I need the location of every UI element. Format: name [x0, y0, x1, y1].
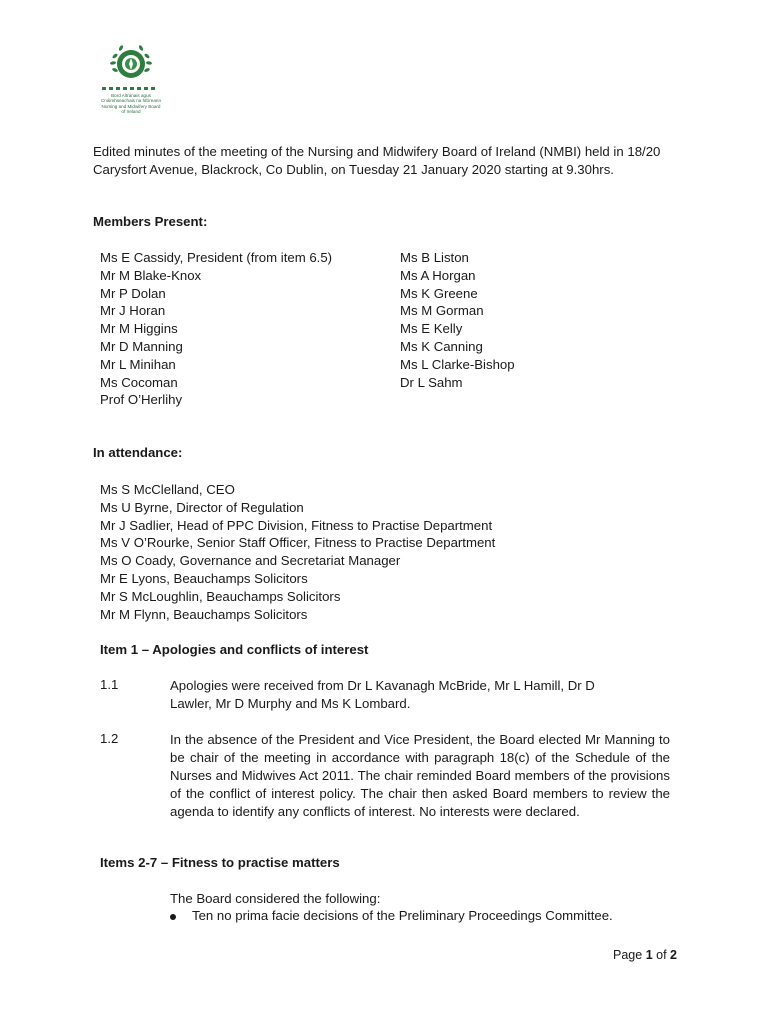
attendee-name: Mr S McLoughlin, Beauchamps Solicitors: [100, 588, 341, 604]
item1-paragraph-2: In the absence of the President and Vice President, the Board elected Mr Manning to be chair of the meeting in accordance with paragraph 18(c) of the Schedule of the Nurses and Midwives Act 2011. The chair reminded Board members of the provisions of the conflict of interest policy. The chair then asked Board members to review the agenda to identify any conflicts of interest. No interests were declared.: [170, 732, 670, 819]
attendee-name: Mr E Lyons, Beauchamps Solicitors: [100, 570, 308, 586]
members-right-column: [400, 249, 515, 391]
member-name: Mr M Higgins: [100, 321, 178, 337]
logo-line: Bord Altranais agus: [111, 93, 151, 98]
paragraph-number: 1.1: [100, 677, 119, 692]
items2-7-lead: The Board considered the following:: [170, 891, 381, 906]
member-name: Ms B Liston: [400, 250, 469, 265]
member-name: Mr D Manning: [100, 338, 183, 354]
member-name: Mr P Dolan: [100, 285, 166, 301]
attendance-heading: In attendance:: [93, 445, 183, 460]
member-name: Ms K Canning: [400, 338, 483, 354]
attendee-name: Ms V O’Rourke, Senior Staff Officer, Fitness to Practise Department: [100, 535, 496, 551]
member-name: Dr L Sahm: [400, 374, 463, 390]
member-name: Ms E Kelly: [400, 321, 463, 337]
page-label: Page: [613, 948, 643, 962]
bullet-item: [170, 908, 613, 923]
logo-text: [96, 93, 166, 115]
item1-paragraph-1: Apologies were received from Dr L Kavanagh McBride, Mr L Hamill, Dr D Lawler, Mr D Murphy and Ms K Lombard.: [170, 678, 595, 711]
item1-heading: Item 1 – Apologies and conflicts of interest: [100, 642, 369, 657]
member-name: Prof O’Herlihy: [100, 392, 183, 408]
member-name: Mr L Minihan: [100, 356, 176, 372]
members-heading: Members Present:: [93, 214, 208, 229]
page-footer: [613, 948, 677, 962]
nmbi-logo: [96, 42, 166, 115]
logo-dots-icon: [102, 86, 160, 91]
bullet-text: Ten no prima facie decisions of the Preliminary Proceedings Committee.: [192, 908, 613, 923]
member-name: Mr J Horan: [100, 303, 166, 319]
attendee-name: Ms O Coady, Governance and Secretariat Manager: [100, 553, 401, 569]
paragraph-number: 1.2: [100, 731, 119, 746]
member-name: Ms K Greene: [400, 285, 478, 301]
member-name: Ms E Cassidy, President (from item 6.5): [100, 250, 333, 265]
logo-line: Nursing and Midwifery Board: [101, 103, 161, 109]
logo-line: Cnáimhseachais na hÉireann: [100, 98, 161, 104]
member-name: Mr M Blake-Knox: [100, 267, 202, 283]
member-name: Ms Cocoman: [100, 374, 178, 390]
page-number: 1: [645, 948, 653, 962]
member-name: Ms A Horgan: [400, 267, 476, 283]
page-total: 2: [670, 948, 677, 962]
of-label: of: [656, 948, 667, 962]
attendee-name: Ms S McClelland, CEO: [100, 482, 235, 497]
member-name: Ms M Gorman: [400, 303, 484, 319]
attendee-name: Mr M Flynn, Beauchamps Solicitors: [100, 606, 308, 622]
member-name: Ms L Clarke-Bishop: [400, 356, 515, 372]
attendee-name: Ms U Byrne, Director of Regulation: [100, 499, 304, 515]
attendee-name: Mr J Sadlier, Head of PPC Division, Fitness to Practise Department: [100, 517, 493, 533]
logo-emblem-icon: [109, 42, 153, 86]
attendance-list: [100, 481, 495, 623]
logo-line: of Ireland: [121, 109, 141, 115]
members-left-column: [100, 249, 332, 409]
items2-7-heading: Items 2-7 – Fitness to practise matters: [100, 855, 340, 870]
intro-paragraph: Edited minutes of the meeting of the Nursing and Midwifery Board of Ireland (NMBI) held in 18/20 Carysfort Avenue, Blackrock, Co Dublin, on Tuesday 21 January 2020 starting at 9.30hrs.: [93, 144, 661, 177]
bullet-icon: [170, 914, 176, 920]
